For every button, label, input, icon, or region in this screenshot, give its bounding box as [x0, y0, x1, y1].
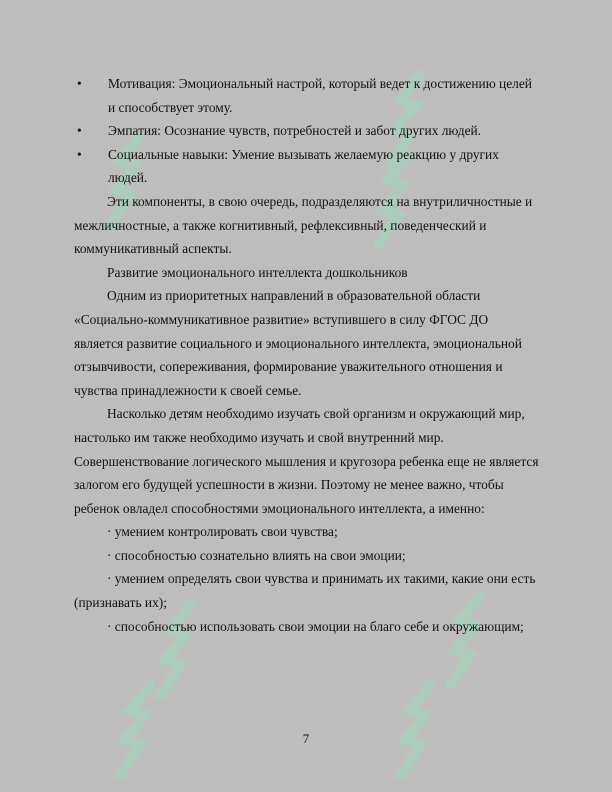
ability-item: · способностью использовать свои эмоции на благо себе и окружающим;: [107, 618, 524, 634]
page-number: 7: [302, 731, 310, 746]
paragraph-priority: Одним из приоритетных направлений в образовательной области «Социально-коммуникативное развитие» вступившего в силу ФГОС ДО является развитие социального и эмоционального интеллекта, эмоциональной отзывчивости, сопереживания, формирование уважительного отношения и чувства принадлежности к своей семье.: [74, 288, 522, 398]
bullet-marker: •: [77, 76, 82, 91]
bullet-text: Эмпатия: Осознание чувств, потребностей и забот других людей.: [108, 123, 482, 139]
bullet-text: Мотивация: Эмоциональный настрой, который ведет к достижению целей и способствует этому.: [108, 76, 532, 115]
document-body: [74, 72, 540, 638]
watermark-logo-icon: [390, 680, 450, 780]
paragraph-components: Эти компоненты, в свою очередь, подразделяются на внутриличностные и межличностные, а также когнитивный, рефлексивный, поведенческий и коммуникативный аспекты.: [74, 193, 533, 257]
bullet-marker: •: [77, 146, 82, 162]
paragraph-inner-world: Насколько детям необходимо изучать свой организм и окружающий мир, настолько им также необходимо изучать и свой внутренний мир. Совершенствование логического мышления и кругозора ребенка еще не является залогом его будущей успешности в жизни. Поэтому не менее важно, чтобы ребенок овладел способностями эмоционального интеллекта, а именно:: [74, 406, 539, 516]
ability-item: · умением определять свои чувства и принимать их такими, какие они есть (признавать их);: [74, 571, 536, 611]
section-heading: Развитие эмоционального интеллекта дошкольников: [107, 264, 408, 280]
list-item: [74, 143, 540, 190]
ability-item: · умением контролировать свои чувства;: [107, 524, 338, 540]
list-item: [74, 72, 540, 119]
ability-item: · способностью сознательно влиять на свои эмоции;: [107, 547, 406, 563]
list-item: [74, 119, 540, 143]
bullet-marker: •: [77, 123, 82, 139]
bullet-text: Социальные навыки: Умение вызывать желаемую реакцию у других людей.: [108, 146, 499, 186]
